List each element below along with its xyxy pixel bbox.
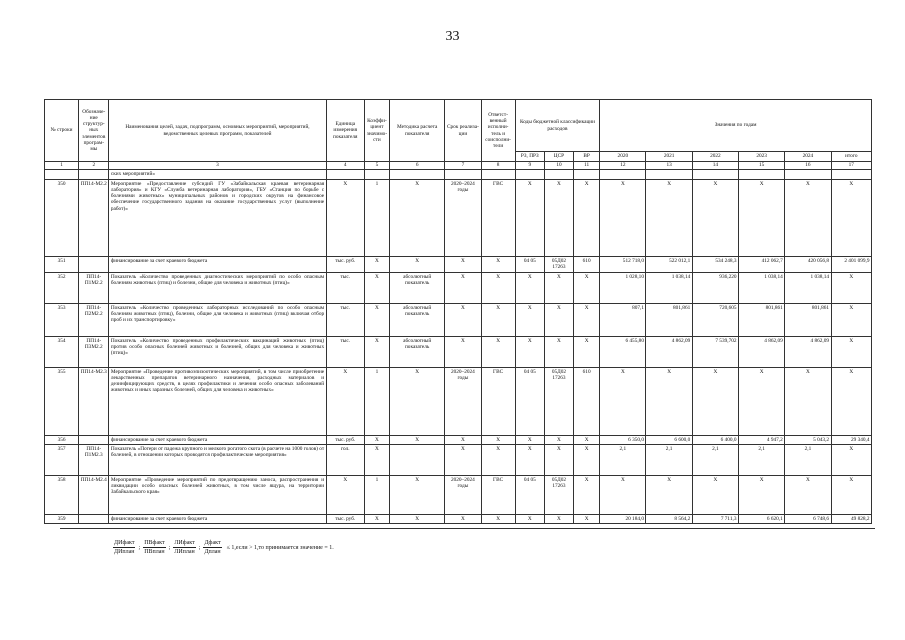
col-number: 3 — [109, 162, 326, 170]
table-row — [45, 476, 872, 515]
header-csr: ЦСР — [544, 152, 573, 162]
fraction-denominator: ЛИплан — [174, 549, 195, 555]
row-2020: 2,1 — [600, 445, 646, 476]
row-2021: 6 600,0 — [646, 436, 692, 445]
row-vr: 610 — [574, 257, 600, 273]
separator: ; — [168, 544, 171, 551]
row-term: Х — [445, 257, 481, 273]
row-resp: Х — [481, 273, 515, 304]
footnote-formula — [112, 540, 334, 555]
row-resp: Х — [481, 337, 515, 368]
row-term: 2020–2024 годы — [445, 368, 481, 436]
row-number: 358 — [45, 476, 79, 515]
row-unit: Х — [326, 368, 364, 436]
row-total: Х — [831, 445, 871, 476]
fraction-numerator: Дфакт — [204, 540, 221, 546]
header-code: Обозначе-ние структур-ных элементов програм-мы — [79, 100, 109, 162]
row-2023: 4 947,2 — [739, 436, 785, 445]
row-coef: 1 — [364, 180, 389, 257]
fraction-di — [113, 540, 136, 555]
header-row — [45, 100, 872, 152]
row-csr: 05Д02 17263 — [544, 368, 573, 436]
row-2021: 801,861 — [646, 304, 692, 337]
row-resp: Х — [481, 257, 515, 273]
table-row — [45, 368, 872, 436]
row-2023: 2,1 — [739, 445, 785, 476]
header-2021: 2021 — [646, 152, 692, 162]
row-2020: 20 184,0 — [600, 515, 646, 524]
row-name: Показатель «Потери от падежа крупного и мелкого рогатого скота (в расчете на 1000 голов) от болезней, в отношении которых проводятся профилактические мероприятия» — [109, 445, 326, 476]
row-name: Мероприятие «Проведение мероприятий по предотвращению заноса, распространения и ликвидации особо опасных болезней животных, в том числе ящура, на территории Забайкальского края» — [109, 476, 326, 515]
row-rz: 04 05 — [515, 476, 544, 515]
header-budget: Коды бюджетной классификации расходов — [515, 100, 600, 152]
row-2020: Х — [600, 368, 646, 436]
header-2023: 2023 — [739, 152, 785, 162]
continuation-row — [45, 170, 872, 180]
row-number: 352 — [45, 273, 79, 304]
col-number: 11 — [574, 162, 600, 170]
fraction-pv — [143, 540, 165, 555]
row-2024: 6 748,6 — [785, 515, 831, 524]
continuation-text: ских мероприятий» — [109, 170, 326, 180]
table-row — [45, 304, 872, 337]
header-2024: 2024 — [785, 152, 831, 162]
row-name: финансирование за счет краевого бюджета — [109, 257, 326, 273]
row-2021: 4 862,09 — [646, 337, 692, 368]
row-2022: Х — [692, 368, 738, 436]
row-2021: 1 038,14 — [646, 273, 692, 304]
table-row — [45, 257, 872, 273]
row-2020: 512 718,0 — [600, 257, 646, 273]
row-2023: Х — [739, 180, 785, 257]
row-2021: 2,1 — [646, 445, 692, 476]
row-2024: Х — [785, 476, 831, 515]
row-total: Х — [831, 180, 871, 257]
row-total: Х — [831, 304, 871, 337]
row-unit: тыс. руб. — [326, 436, 364, 445]
row-csr: Х — [544, 273, 573, 304]
header-total: итого — [831, 152, 871, 162]
row-term: 2020–2024 годы — [445, 476, 481, 515]
row-unit: тыс. руб. — [326, 257, 364, 273]
row-vr: Х — [574, 304, 600, 337]
header-vr: ВР — [574, 152, 600, 162]
row-rz: Х — [515, 337, 544, 368]
program-table — [44, 99, 872, 524]
row-unit: Х — [326, 180, 364, 257]
fraction-d — [203, 540, 221, 555]
row-vr: Х — [574, 180, 600, 257]
row-code — [79, 436, 109, 445]
column-number-row — [45, 162, 872, 170]
formula-condition: ≤ 1,если > 1,то принимается значение = 1. — [226, 544, 334, 551]
row-2024: Х — [785, 368, 831, 436]
row-2024: 420 056,8 — [785, 257, 831, 273]
row-rz: Х — [515, 436, 544, 445]
fraction-denominator: ПВплан — [144, 549, 165, 555]
row-resp: Х — [481, 515, 515, 524]
row-2020: Х — [600, 180, 646, 257]
header-coef: Коэффи-циент значимо-сти — [364, 100, 389, 162]
row-2020: 6 350,0 — [600, 436, 646, 445]
row-term: Х — [445, 337, 481, 368]
row-name: Показатель «Количество проведенных профилактических вакцинаций животных (птиц) против особо опасных болезней животных и болезней, общих для человека и животных (птиц)» — [109, 337, 326, 368]
row-coef: Х — [364, 257, 389, 273]
header-values: Значения по годам — [600, 100, 872, 152]
fraction-li — [173, 540, 195, 555]
col-number: 13 — [646, 162, 692, 170]
header-method: Методика расчета показателя — [390, 100, 445, 162]
row-method: Х — [390, 180, 445, 257]
row-2024: 2,1 — [785, 445, 831, 476]
row-2022: 936,220 — [692, 273, 738, 304]
col-number: 10 — [544, 162, 573, 170]
row-resp: ГВС — [481, 476, 515, 515]
col-number: 15 — [739, 162, 785, 170]
header-name: Наименования целей, задач, подпрограмм, основных мероприятий, мероприятий, ведомственных целевых программ, показателей — [109, 100, 326, 162]
fraction-denominator: ДИплан — [114, 549, 135, 555]
row-code: ПП14-П1М2.2 — [79, 273, 109, 304]
row-unit: тыс. руб. — [326, 515, 364, 524]
row-unit: гол. — [326, 445, 364, 476]
row-code: ПП14-П3М2.2 — [79, 337, 109, 368]
row-term: Х — [445, 515, 481, 524]
fraction-numerator: ПВфакт — [144, 540, 165, 546]
col-number: 5 — [364, 162, 389, 170]
row-csr: Х — [544, 337, 573, 368]
header-resp: Ответст-венный исполни-тель и соисполни-тели — [481, 100, 515, 162]
row-2021: Х — [646, 476, 692, 515]
row-csr: 05Д02 17263 — [544, 476, 573, 515]
row-number: 350 — [45, 180, 79, 257]
row-term: 2020–2024 годы — [445, 180, 481, 257]
table-row — [45, 337, 872, 368]
row-total: 49 828,2 — [831, 515, 871, 524]
row-total: Х — [831, 273, 871, 304]
row-number: 356 — [45, 436, 79, 445]
row-name: Показатель «Количество проведенных диагностических мероприятий по особо опасным болезням животных (птиц) и болезни, общие для человека и животных (птиц)» — [109, 273, 326, 304]
row-number: 353 — [45, 304, 79, 337]
separator: ; — [198, 544, 201, 551]
row-2022: 7 539,702 — [692, 337, 738, 368]
row-rz: 04 05 — [515, 368, 544, 436]
row-code: ПП14-П2М2.2 — [79, 304, 109, 337]
row-resp: ГВС — [481, 180, 515, 257]
row-coef: Х — [364, 436, 389, 445]
row-coef: Х — [364, 337, 389, 368]
row-method: Х — [390, 368, 445, 436]
row-2024: Х — [785, 180, 831, 257]
table-row — [45, 436, 872, 445]
row-rz: Х — [515, 273, 544, 304]
row-resp: Х — [481, 445, 515, 476]
row-coef: 1 — [364, 368, 389, 436]
row-2023: 1 038,14 — [739, 273, 785, 304]
row-code: ПП14-П1М2.3 — [79, 445, 109, 476]
row-name: Мероприятие «Проведение противоэпизоотических мероприятий, в том числе приобретение лекарственных препаратов ветеринарного назначения, расходных материалов и дезинфицирующих средств, в целях профилактики и лечения особо опасных заболеваний животных и иных заразных болезней, общих для человека и животных» — [109, 368, 326, 436]
row-method: Х — [390, 515, 445, 524]
row-coef: Х — [364, 445, 389, 476]
separator: ; — [138, 544, 141, 551]
row-unit: Х — [326, 476, 364, 515]
row-number: 354 — [45, 337, 79, 368]
row-total: 2 401 099,9 — [831, 257, 871, 273]
header-num: № строки — [45, 100, 79, 162]
row-csr: Х — [544, 180, 573, 257]
row-csr: Х — [544, 436, 573, 445]
row-method: Х — [390, 436, 445, 445]
footnote-divider — [60, 528, 875, 529]
row-2022: Х — [692, 476, 738, 515]
row-total: Х — [831, 368, 871, 436]
col-number: 7 — [445, 162, 481, 170]
row-term: Х — [445, 445, 481, 476]
row-coef: Х — [364, 515, 389, 524]
row-vr: Х — [574, 337, 600, 368]
row-2021: 8 564,2 — [646, 515, 692, 524]
row-2023: 412 062,7 — [739, 257, 785, 273]
row-method: абсолютный показатель — [390, 337, 445, 368]
row-vr: Х — [574, 515, 600, 524]
row-term: Х — [445, 436, 481, 445]
row-rz: 04 05 — [515, 257, 544, 273]
row-2023: 4 862,09 — [739, 337, 785, 368]
row-2021: Х — [646, 368, 692, 436]
col-number: 16 — [785, 162, 831, 170]
row-coef: Х — [364, 273, 389, 304]
row-resp: ГВС — [481, 368, 515, 436]
row-2023: Х — [739, 476, 785, 515]
row-vr: Х — [574, 445, 600, 476]
col-number: 12 — [600, 162, 646, 170]
row-number: 355 — [45, 368, 79, 436]
row-2023: 801,861 — [739, 304, 785, 337]
header-2022: 2022 — [692, 152, 738, 162]
page-number: 33 — [445, 29, 460, 44]
col-number: 2 — [79, 162, 109, 170]
row-vr: Х — [574, 436, 600, 445]
row-term: Х — [445, 273, 481, 304]
row-rz: Х — [515, 180, 544, 257]
col-number: 6 — [390, 162, 445, 170]
table-row — [45, 515, 872, 524]
row-code — [79, 515, 109, 524]
row-2020: 6 455,80 — [600, 337, 646, 368]
row-csr: Х — [544, 445, 573, 476]
row-resp: Х — [481, 304, 515, 337]
row-rz: Х — [515, 304, 544, 337]
row-2020: 1 028,10 — [600, 273, 646, 304]
row-csr: 05Д02 17263 — [544, 257, 573, 273]
row-2023: Х — [739, 368, 785, 436]
row-method: абсолютный показатель — [390, 304, 445, 337]
row-2020: 807,1 — [600, 304, 646, 337]
row-term: Х — [445, 304, 481, 337]
row-2021: 522 012,1 — [646, 257, 692, 273]
row-code: ПП14-М2.2 — [79, 180, 109, 257]
row-2022: Х — [692, 180, 738, 257]
row-resp: Х — [481, 436, 515, 445]
row-code: ПП14-М2.3 — [79, 368, 109, 436]
row-name: финансирование за счет краевого бюджета — [109, 436, 326, 445]
row-name: финансирование за счет краевого бюджета — [109, 515, 326, 524]
row-2022: 6 400,0 — [692, 436, 738, 445]
row-unit: тыс. — [326, 304, 364, 337]
col-number: 14 — [692, 162, 738, 170]
row-vr: 610 — [574, 368, 600, 436]
row-2024: 5 043,2 — [785, 436, 831, 445]
header-term: Срок реализа-ции — [445, 100, 481, 162]
row-code: ПП14-М2.4 — [79, 476, 109, 515]
row-2021: Х — [646, 180, 692, 257]
table-body — [45, 100, 872, 524]
row-2022: 720,605 — [692, 304, 738, 337]
fraction-numerator: ДИфакт — [114, 540, 135, 546]
row-vr: Х — [574, 476, 600, 515]
row-method: Х — [390, 476, 445, 515]
col-number: 4 — [326, 162, 364, 170]
row-name: Мероприятие «Предоставление субсидий ГУ «Забайкальская краевая ветеринарная лаборатория» и КГУ «Служба ветеринарная лаборатория», ГБУ «Станция по борьбе с болезнями животных» муниципальных районов и городских округов на финансовое обеспечение государственного задания на оказание государственных услуг (выполнение работ)» — [109, 180, 326, 257]
row-rz: Х — [515, 445, 544, 476]
row-2024: 801,861 — [785, 304, 831, 337]
row-number: 357 — [45, 445, 79, 476]
row-2020: Х — [600, 476, 646, 515]
row-method: Х — [390, 257, 445, 273]
header-rz: РЗ, ПРЗ — [515, 152, 544, 162]
row-method: абсолютный показатель — [390, 273, 445, 304]
table-row — [45, 180, 872, 257]
row-2024: 4 862,09 — [785, 337, 831, 368]
row-2022: 2,1 — [692, 445, 738, 476]
table-row — [45, 273, 872, 304]
col-number: 8 — [481, 162, 515, 170]
fraction-numerator: ЛИфакт — [174, 540, 195, 546]
row-total: Х — [831, 476, 871, 515]
row-unit: тыс. — [326, 337, 364, 368]
table-row — [45, 445, 872, 476]
row-2022: 7 711,3 — [692, 515, 738, 524]
row-2023: 6 620,1 — [739, 515, 785, 524]
row-csr: Х — [544, 515, 573, 524]
row-method — [390, 445, 445, 476]
col-number: 1 — [45, 162, 79, 170]
row-2024: 1 038,14 — [785, 273, 831, 304]
col-number: 17 — [831, 162, 871, 170]
row-vr: Х — [574, 273, 600, 304]
header-2020: 2020 — [600, 152, 646, 162]
header-unit: Единица измерения показателя — [326, 100, 364, 162]
row-number: 359 — [45, 515, 79, 524]
row-rz: Х — [515, 515, 544, 524]
row-2022: 534 248,3 — [692, 257, 738, 273]
row-name: Показатель «Количество проведенных лабораторных исследований по особо опасным болезням животных (птиц), болезни, общие для человека и животных (птиц) включая отбор проб и их транспортировку» — [109, 304, 326, 337]
fraction-denominator: Дплан — [204, 549, 221, 555]
row-coef: 1 — [364, 476, 389, 515]
row-total: Х — [831, 337, 871, 368]
row-unit: тыс. — [326, 273, 364, 304]
col-number: 9 — [515, 162, 544, 170]
row-code — [79, 257, 109, 273]
row-total: 29 340,4 — [831, 436, 871, 445]
row-number: 351 — [45, 257, 79, 273]
row-csr: Х — [544, 304, 573, 337]
row-coef: Х — [364, 304, 389, 337]
